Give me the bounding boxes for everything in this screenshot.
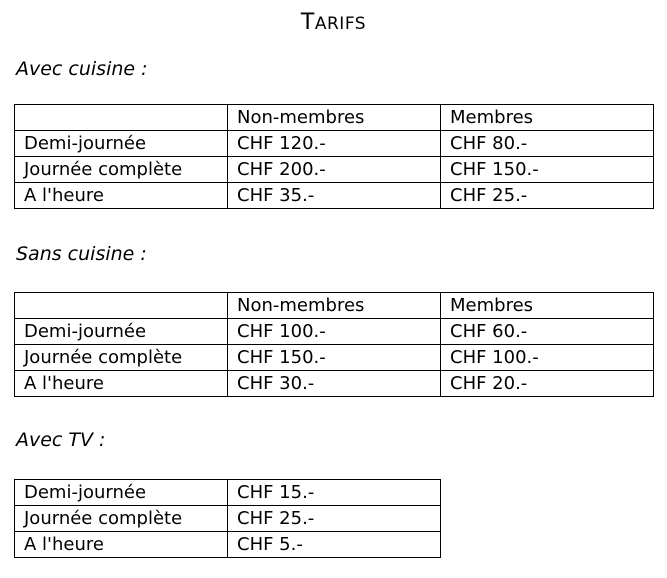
price-tv: CHF 5.- [228,532,441,558]
header-cell-non-membres: Non-membres [228,293,441,319]
table-header-row [15,293,654,319]
section-label-avec-cuisine: Avec cuisine : [16,58,148,80]
row-label: A l'heure [15,371,228,397]
price-non-membres: CHF 35.- [228,183,441,209]
row-label: Journée complète [15,506,228,532]
price-non-membres: CHF 100.- [228,319,441,345]
price-membres: CHF 25.- [441,183,654,209]
price-membres: CHF 150.- [441,157,654,183]
table-row [15,506,441,532]
price-membres: CHF 80.- [441,131,654,157]
title-initial: T [300,10,315,35]
price-membres: CHF 100.- [441,345,654,371]
table-row [15,345,654,371]
price-non-membres: CHF 120.- [228,131,441,157]
table-avec-cuisine [14,104,654,209]
price-non-membres: CHF 200.- [228,157,441,183]
row-label: A l'heure [15,532,228,558]
header-cell-membres: Membres [441,293,654,319]
row-label: A l'heure [15,183,228,209]
table-row [15,131,654,157]
table-row [15,371,654,397]
title-rest: ARIFS [314,14,367,34]
table-header-row [15,105,654,131]
row-label: Journée complète [15,157,228,183]
table-row [15,183,654,209]
price-membres: CHF 20.- [441,371,654,397]
price-non-membres: CHF 150.- [228,345,441,371]
price-tv: CHF 25.- [228,506,441,532]
section-label-avec-tv: Avec TV : [16,429,106,451]
row-label: Demi-journée [15,319,228,345]
table-row [15,157,654,183]
table-row [15,480,441,506]
section-label-sans-cuisine: Sans cuisine : [16,243,147,265]
row-label: Journée complète [15,345,228,371]
table-row [15,319,654,345]
header-cell-non-membres: Non-membres [228,105,441,131]
price-membres: CHF 60.- [441,319,654,345]
page-title [0,10,667,35]
price-non-membres: CHF 30.- [228,371,441,397]
row-label: Demi-journée [15,131,228,157]
table-sans-cuisine [14,292,654,397]
table-row [15,532,441,558]
row-label: Demi-journée [15,480,228,506]
table-avec-tv [14,479,441,558]
header-cell-empty [15,293,228,319]
header-cell-membres: Membres [441,105,654,131]
price-tv: CHF 15.- [228,480,441,506]
header-cell-empty [15,105,228,131]
